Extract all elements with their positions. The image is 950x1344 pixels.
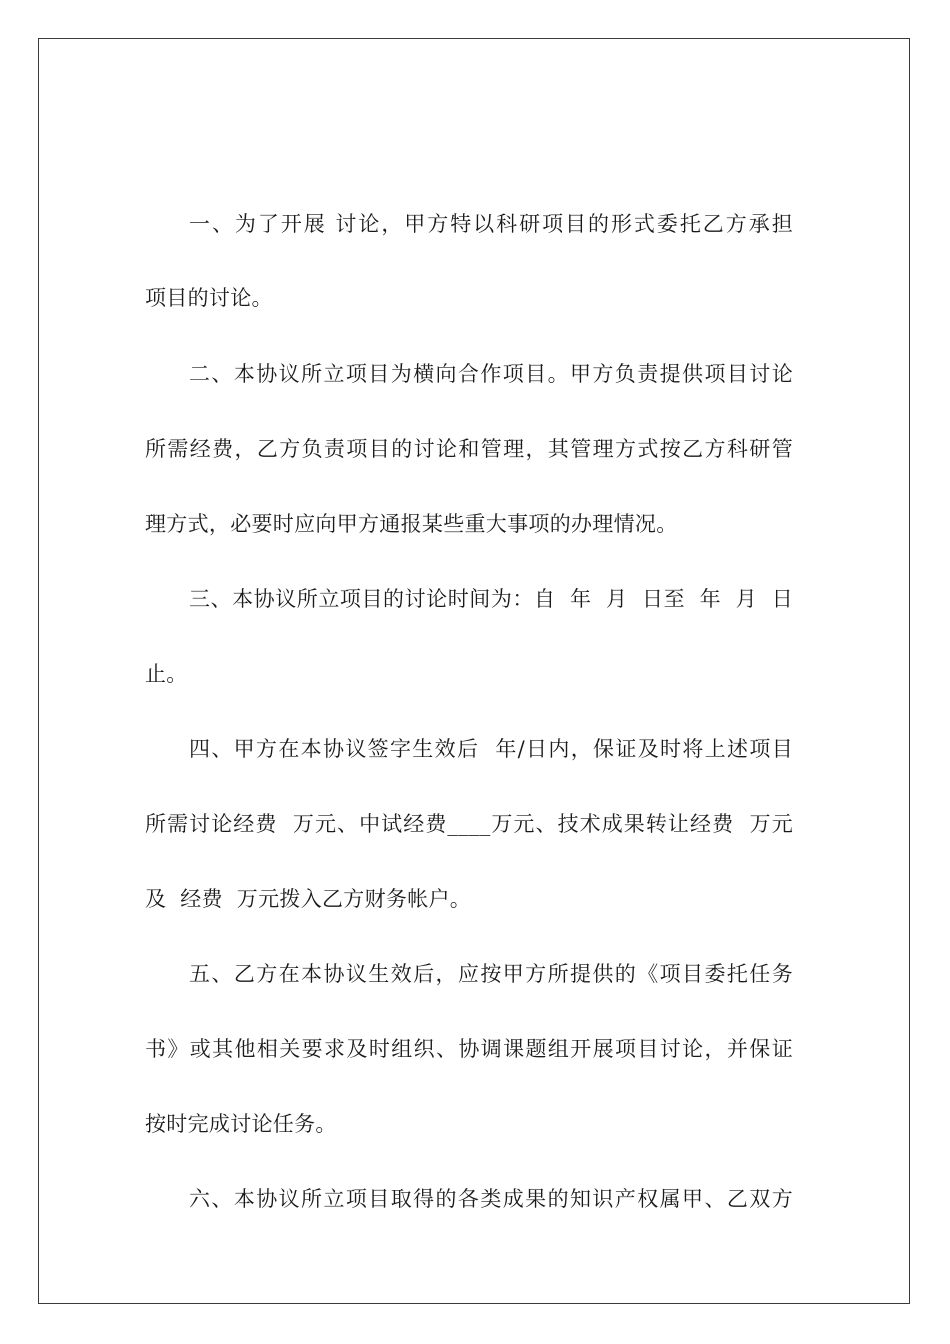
paragraph-2-line-2: 所需经费，乙方负责项目的讨论和管理，其管理方式按乙方科研管 [145, 437, 793, 461]
paragraph-2-line-1: 二、本协议所立项目为横向合作项目。甲方负责提供项目讨论 [189, 362, 793, 386]
paragraph-5-line-2: 书》或其他相关要求及时组织、协调课题组开展项目讨论，并保证 [145, 1037, 793, 1061]
paragraph-4-line-3: 及 经费 万元拨入乙方财务帐户。 [145, 887, 472, 911]
paragraph-4-line-2: 所需讨论经费 万元、中试经费____万元、技术成果转让经费 万元 [145, 812, 793, 836]
paragraph-1-line-1: 一、为了开展 讨论，甲方特以科研项目的形式委托乙方承担 [189, 212, 793, 236]
paragraph-6-line-1: 六、本协议所立项目取得的各类成果的知识产权属甲、乙双方 [189, 1187, 793, 1211]
paragraph-5-line-1: 五、乙方在本协议生效后，应按甲方所提供的《项目委托任务 [189, 962, 793, 986]
paragraph-4-line-1: 四、甲方在本协议签字生效后 年/日内，保证及时将上述项目 [189, 737, 793, 761]
paragraph-3-line-1: 三、本协议所立项目的讨论时间为：自 年 月 日至 年 月 日 [189, 587, 793, 611]
paragraph-2-line-3: 理方式，必要时应向甲方通报某些重大事项的办理情况。 [145, 512, 678, 536]
paragraph-5-line-3: 按时完成讨论任务。 [145, 1112, 337, 1136]
paragraph-1-line-2: 项目的讨论。 [145, 286, 273, 310]
paragraph-3-line-2: 止。 [145, 662, 188, 686]
